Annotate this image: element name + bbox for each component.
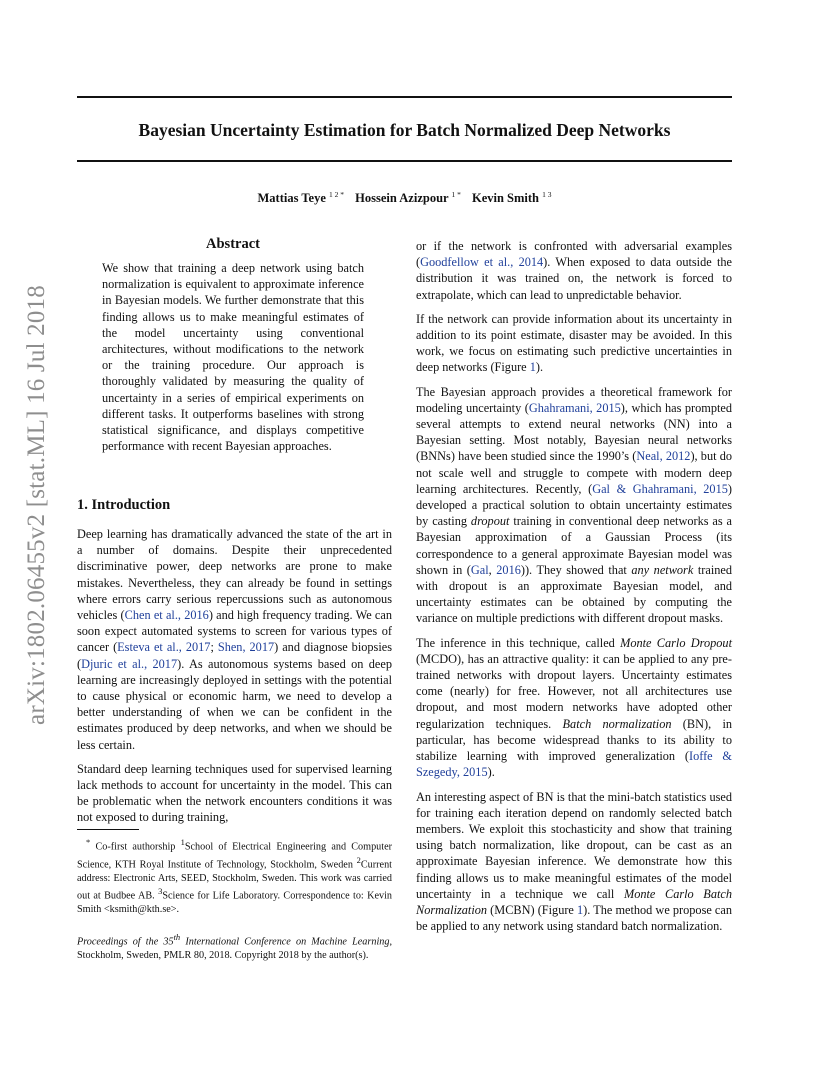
citation-link[interactable]: Goodfellow et al., 2014 [420, 255, 544, 270]
title-bottom-rule [77, 160, 732, 162]
figure-link[interactable]: 1 [529, 360, 536, 375]
text: ). [535, 360, 544, 375]
author [472, 191, 552, 205]
paragraph [416, 311, 732, 376]
abstract-paragraph: We show that training a deep network using batch normalization is equivalent to approximate inference in Bayesian models. We further demonstrate that this finding allows us to make meaningful estimates of the model uncertainty using conventional architectures, without modifications to the network or the training procedure. Our approach is thoroughly validated by measuring the quality of uncertainty in a series of empirical experiments on different tasks. It outperforms baselines with strong statistical significance, and displays competitive performance with recent Bayesian approaches. [102, 261, 364, 454]
footnote-mark: 3 [158, 886, 163, 896]
text: An interesting aspect of BN is that the mini-batch statistics used for training each iteration depend on randomly selected batch members. We exploit this stochasticity and show that training using batch normalization, like dropout, can be cast as an approximate Bayesian inference. We demonstrate how this finding allows us to make meaningful estimates of the model uncertainty in a technique we call [416, 789, 732, 901]
author-name: Kevin Smith [471, 191, 539, 205]
author-affiliation: 1 2 * [329, 189, 345, 199]
footnote-mark: 2 [356, 854, 361, 865]
author-affiliation: 1 * [451, 189, 461, 199]
text: ). The method we propose can be applied to any network using standard batch normalization. [416, 902, 732, 934]
emphasis: dropout [470, 514, 510, 529]
text: Proceedings of the 35 [77, 936, 174, 948]
section-heading-introduction: 1. Introduction [77, 497, 171, 513]
abstract-body [102, 260, 364, 454]
author-name: Mattias Teye [257, 191, 326, 205]
text: ; [210, 640, 218, 655]
text: Current address: Electronic Arts, SEED, Stockholm, Sweden. This work was carried out at Budbee AB. [77, 859, 392, 902]
footnote-rule [77, 829, 139, 830]
text: (MCBN) (Figure [487, 902, 577, 917]
citation-link[interactable]: Neal, 2012 [636, 449, 691, 464]
text: (BN), in particular, has become widespread thanks to its ability to stabilize learning with improved generalization ( [416, 716, 733, 764]
ordinal-suffix: th [173, 932, 181, 942]
text: ). As autonomous systems based on deep learning are increasingly deployed in settings with the potential to cause physical or economic harm, we need to develop a better understanding of when we can be confident in the estimates produced by deep networks, and when we should be less certain. [77, 656, 392, 752]
paragraph [77, 526, 392, 753]
author [355, 191, 461, 205]
text: , [488, 562, 497, 577]
text: International Conference on Machine Learning [180, 936, 390, 948]
text: or if the network is confronted with adversarial examples ( [416, 239, 732, 270]
footnote-mark: 1 [180, 837, 185, 847]
text: The Bayesian approach provides a theoretical framework for modeling uncertainty ( [416, 384, 732, 415]
paragraph [416, 384, 732, 627]
paragraph [416, 238, 732, 303]
text: ) and diagnose biopsies ( [77, 640, 392, 671]
citation-link[interactable]: Ghahramani, 2015 [528, 400, 621, 415]
emphasis: Monte Carlo Dropout [620, 635, 732, 650]
paragraph [416, 789, 732, 935]
author-name: Hossein Azizpour [355, 191, 449, 205]
citation-link[interactable]: Djuric et al., 2017 [81, 656, 178, 671]
text: ) developed a practical solution to obtain uncertainty estimates by casting [416, 481, 732, 529]
arxiv-identifier: arXiv:1802.06455v2 [stat.ML] 16 Jul 2018 [23, 285, 50, 725]
footnote [77, 836, 392, 916]
text: School of Electrical Engineering and Computer Science, KTH Royal Institute of Technology, Stockholm, Sweden [77, 841, 392, 871]
citation-link[interactable]: 2016 [496, 562, 521, 577]
footnote-mark: * [86, 837, 91, 847]
footnote-text [77, 836, 392, 916]
text: ). When exposed to data outside the distribution it was trained on, the network is forced to extrapolate, which can lead to unpredictable behavior. [416, 255, 732, 302]
text: ), but do not scale well and struggle to compete with modern deep learning architectures. Recently, ( [416, 449, 733, 496]
text: ), which has prompted several attempts to extend neural networks (NN) into a Bayesian setting. Most notably, Bayesian neural networks (BNNs) have been studied since the 1990’s ( [416, 400, 732, 464]
text: Deep learning has dramatically advanced the state of the art in a number of domains. Despite their unprecedented discriminative power, deep networks are prone to make mistakes. Nevertheless, they can already be found in settings where errors carry serious repercussions such as autonomous vehicles ( [77, 527, 392, 623]
author-affiliation: 1 3 [542, 189, 552, 199]
emphasis: Batch normalization [562, 716, 672, 731]
introduction-body-right [416, 238, 732, 934]
text: The inference in this technique, called [416, 635, 621, 650]
author [258, 191, 345, 205]
proceedings-text [77, 931, 392, 962]
text: Science for Life Laboratory. Correspondence to: Kevin Smith <ksmith@kth.se>. [77, 890, 392, 915]
emphasis: any network [631, 562, 694, 577]
citation-link[interactable]: Gal [470, 562, 489, 577]
text: ). [487, 765, 495, 780]
text: Co-first authorship [90, 841, 181, 853]
paper-title: Bayesian Uncertainty Estimation for Batch Normalized Deep Networks [138, 120, 671, 140]
abstract-heading: Abstract [206, 236, 260, 252]
citation-link[interactable]: Ioffe & Szegedy, 2015 [416, 749, 732, 780]
paragraph [416, 635, 732, 781]
citation-link[interactable]: Esteva et al., 2017 [117, 640, 211, 655]
author-list [77, 191, 732, 206]
text: ) and high frequency trading. We can soon expect automated systems to screen for various types of cancer ( [77, 608, 392, 655]
citation-link[interactable]: Gal & Ghahramani, 2015 [592, 481, 728, 496]
text: If the network can provide information about its uncertainty in addition to its point estimate, disaster may be avoided. In this work, we focus on estimating such predictive uncertainties in deep networks (Figure [416, 311, 732, 375]
paragraph: Standard deep learning techniques used for supervised learning lack methods to account for uncertainty in the model. This can be problematic when the network encounters conditions it was not exposed to during training, [77, 761, 392, 825]
text: (MCDO), has an attractive quality: it can be applied to any pre-trained networks with dropout layers. Uncertainty estimates come (nearly) for free. However, not all architectures use dropout, and most modern networks have adopted other regularization techniques. [416, 651, 732, 731]
citation-link[interactable]: Shen, 2017 [217, 640, 275, 655]
proceedings-note [77, 931, 392, 962]
text: trained with dropout is an approximate Bayesian model, and uncertainty estimates can be obtained by computing the variance on multiple predictions with different dropout masks. [416, 562, 732, 626]
text: training in conventional deep networks as a Bayesian approximation of a Gaussian Process (its correspondence to a general approximate Bayesian model was shown in ( [416, 514, 732, 577]
title-top-rule [77, 96, 732, 98]
emphasis: Monte Carlo Batch Normalization [416, 886, 732, 917]
text: )). They showed that [520, 562, 632, 577]
citation-link[interactable]: Chen et al., 2016 [124, 608, 209, 623]
text: , Stockholm, Sweden, PMLR 80, 2018. Copyright 2018 by the author(s). [77, 936, 393, 961]
figure-link[interactable]: 1 [577, 902, 584, 917]
introduction-body-left [77, 526, 392, 826]
